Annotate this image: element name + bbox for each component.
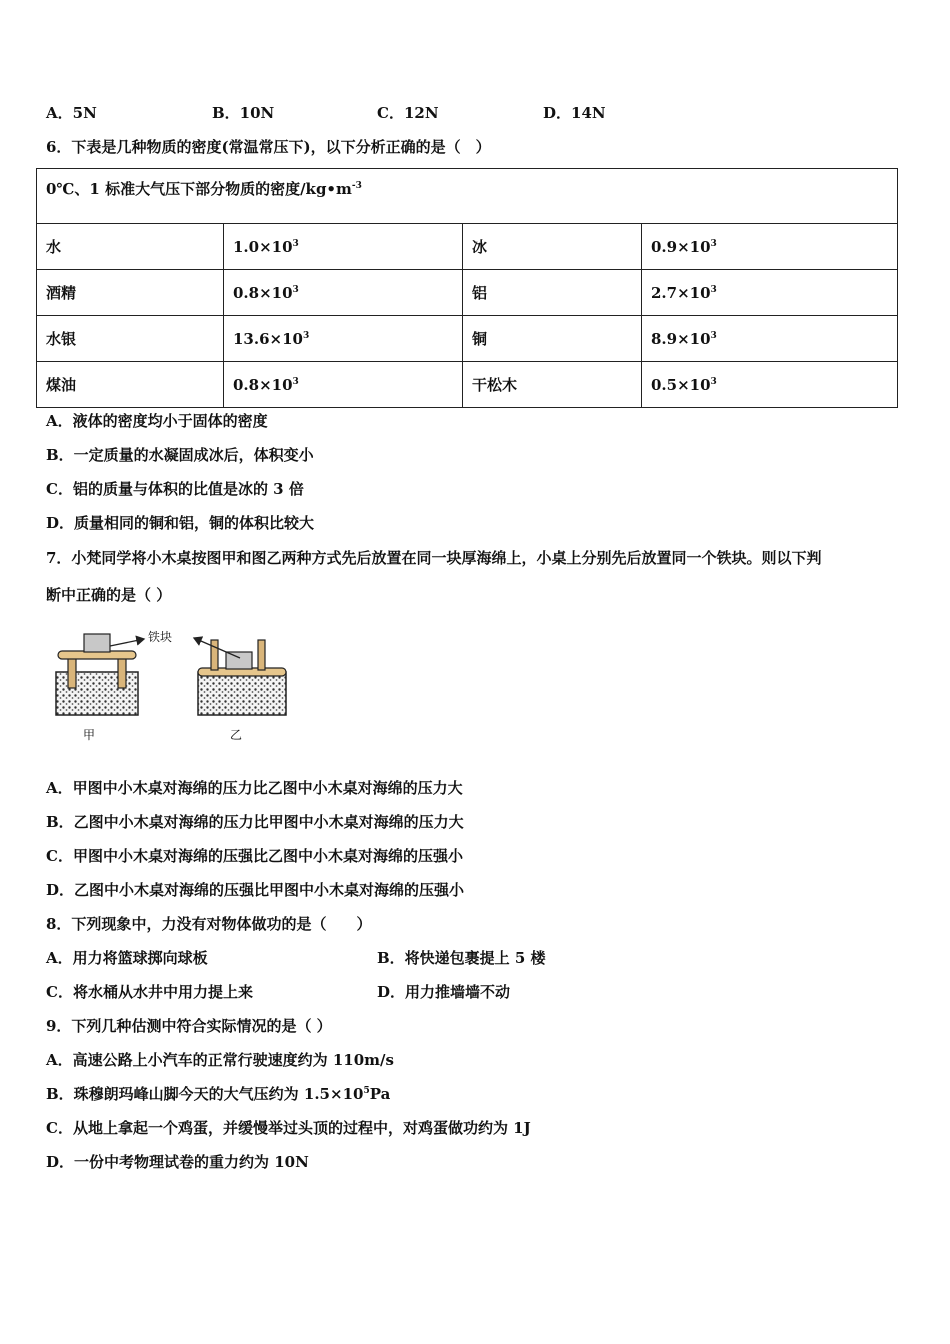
substance-name: 煤油 [37,362,224,408]
q6-option-c: C．铝的质量与体积的比值是冰的 3 倍 [46,480,304,498]
q7-option-c: C．甲图中小木桌对海绵的压强比乙图中小木桌对海绵的压强小 [46,847,463,865]
q9-stem: 9．下列几种估测中符合实际情况的是（ ） [46,1017,332,1035]
q5-option-c: C．12N [377,104,439,122]
q5-option-b: B．10N [212,104,275,122]
q9-option-d: D．一份中考物理试卷的重力约为 10N [46,1153,309,1171]
q8-option-a: A．用力将篮球掷向球板 [46,949,208,967]
q7-stem-line2: 断中正确的是（ ） [46,586,172,604]
q5-option-a: A．5N [46,104,97,122]
figure-a-label: 甲 [83,728,96,742]
q8-option-b: B．将快递包裹提上 5 楼 [377,949,546,967]
q7-stem-line1: 7．小梵同学将小木桌按图甲和图乙两种方式先后放置在同一块厚海绵上，小桌上分别先后放置同一个铁块。则以下判 [46,549,822,567]
q6-stem: 6．下表是几种物质的密度(常温常压下)，以下分析正确的是（ ） [46,138,491,156]
q6-option-d: D．质量相同的铜和铝，铜的体积比较大 [46,514,315,532]
density-table [36,168,898,408]
substance-name: 铝 [463,270,642,316]
density-value: $13.6\times 10^3$ [224,316,463,362]
table-row [37,224,898,270]
density-value: $8.9\times 10^3$ [642,316,898,362]
figure-b [198,640,286,715]
table-row [37,316,898,362]
density-value: $0.8\times 10^3$ [224,270,463,316]
q9-option-a: A．高速公路上小汽车的正常行驶速度约为 110m/s [46,1051,394,1069]
density-table-title: 0℃、1 标准大气压下部分物质的密度$/kg•m^{-3}$ [37,169,898,224]
table-row [37,362,898,408]
q5-option-d: D．14N [543,104,606,122]
q8-stem: 8．下列现象中，力没有对物体做功的是（ ） [46,915,372,933]
q6-option-b: B．一定质量的水凝固成冰后，体积变小 [46,446,314,464]
iron-block-label: 铁块 [148,630,173,644]
density-value: $0.5\times 10^3$ [642,362,898,408]
q8-option-c: C．将水桶从水井中用力提上来 [46,983,253,1001]
arrow-to-iron-a [110,639,144,646]
density-value: $2.7\times 10^3$ [642,270,898,316]
figure-a [56,634,138,715]
substance-name: 干松木 [463,362,642,408]
substance-name: 水 [37,224,224,270]
table-row [37,270,898,316]
density-value: $1.0\times 10^3$ [224,224,463,270]
table-sponge-figure [50,622,350,752]
q6-option-a: A．液体的密度均小于固体的密度 [46,412,268,430]
q9-option-c: C．从地上拿起一个鸡蛋，并缓慢举过头顶的过程中，对鸡蛋做功约为 1J [46,1119,531,1137]
substance-name: 酒精 [37,270,224,316]
substance-name: 冰 [463,224,642,270]
substance-name: 铜 [463,316,642,362]
q7-option-b: B．乙图中小木桌对海绵的压力比甲图中小木桌对海绵的压力大 [46,813,464,831]
substance-name: 水银 [37,316,224,362]
q7-option-a: A．甲图中小木桌对海绵的压力比乙图中小木桌对海绵的压力大 [46,779,463,797]
density-value: $0.8\times 10^3$ [224,362,463,408]
q9-option-b: B．珠穆朗玛峰山脚今天的大气压约为 $1.5\times 10^5Pa$ [46,1085,391,1103]
q8-option-d: D．用力推墙墙不动 [377,983,511,1001]
density-value: $0.9\times 10^3$ [642,224,898,270]
q7-option-d: D．乙图中小木桌对海绵的压强比甲图中小木桌对海绵的压强小 [46,881,465,899]
figure-b-label: 乙 [230,728,243,742]
